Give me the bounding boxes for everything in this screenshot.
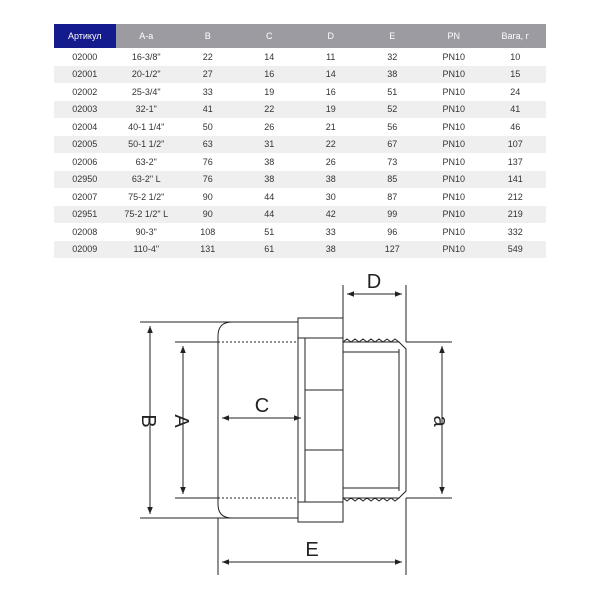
cell-e: 38	[362, 66, 424, 84]
cell-article: 02009	[54, 241, 116, 259]
cell-c: 26	[239, 118, 301, 136]
cell-b: 90	[177, 206, 239, 224]
cell-b: 76	[177, 153, 239, 171]
cell-pn: PN10	[423, 136, 485, 154]
cell-article: 02001	[54, 66, 116, 84]
cell-pn: PN10	[423, 171, 485, 189]
cell-weight: 41	[485, 101, 547, 119]
dim-label-a: A	[170, 414, 192, 428]
extension-lines	[140, 285, 452, 575]
cell-d: 30	[300, 188, 362, 206]
cell-pn: PN10	[423, 188, 485, 206]
cell-a-a: 50-1 1/2"	[116, 136, 178, 154]
cell-a-a: 63-2" L	[116, 171, 178, 189]
cell-b: 76	[177, 171, 239, 189]
cell-c: 22	[239, 101, 301, 119]
cell-pn: PN10	[423, 241, 485, 259]
cell-d: 22	[300, 136, 362, 154]
cell-article: 02000	[54, 48, 116, 66]
cell-weight: 141	[485, 171, 547, 189]
cell-b: 22	[177, 48, 239, 66]
dim-label-b: B	[137, 414, 159, 428]
cell-pn: PN10	[423, 48, 485, 66]
cell-e: 51	[362, 83, 424, 101]
cell-c: 44	[239, 188, 301, 206]
cell-a-a: 25-3/4"	[116, 83, 178, 101]
cell-weight: 107	[485, 136, 547, 154]
dim-label-c: C	[254, 395, 270, 417]
cell-c: 44	[239, 206, 301, 224]
cell-a-a: 20-1/2"	[116, 66, 178, 84]
cell-e: 96	[362, 223, 424, 241]
dimension-lines	[150, 294, 442, 562]
col-header-article: Артикул	[54, 24, 116, 48]
cell-e: 56	[362, 118, 424, 136]
cell-article: 02951	[54, 206, 116, 224]
cell-e: 127	[362, 241, 424, 259]
cell-c: 14	[239, 48, 301, 66]
cell-d: 33	[300, 223, 362, 241]
cell-e: 85	[362, 171, 424, 189]
col-header-weight: Вага, г	[485, 24, 547, 48]
col-header-c: C	[239, 24, 301, 48]
cell-e: 32	[362, 48, 424, 66]
cell-weight: 24	[485, 83, 547, 101]
cell-article: 02004	[54, 118, 116, 136]
cell-pn: PN10	[423, 66, 485, 84]
cell-article: 02008	[54, 223, 116, 241]
cell-b: 90	[177, 188, 239, 206]
cell-e: 67	[362, 136, 424, 154]
cell-article: 02005	[54, 136, 116, 154]
cell-a-a: 75-2 1/2"	[116, 188, 178, 206]
col-header-a-a: A-a	[116, 24, 178, 48]
dim-label-a-small: a	[429, 415, 451, 427]
cell-b: 33	[177, 83, 239, 101]
col-header-e: E	[362, 24, 424, 48]
cell-d: 38	[300, 171, 362, 189]
cell-pn: PN10	[423, 101, 485, 119]
cell-c: 16	[239, 66, 301, 84]
col-header-d: D	[300, 24, 362, 48]
cell-b: 63	[177, 136, 239, 154]
cell-d: 16	[300, 83, 362, 101]
dim-label-d: D	[366, 271, 382, 293]
cell-a-a: 16-3/8"	[116, 48, 178, 66]
cell-a-a: 63-2"	[116, 153, 178, 171]
cell-weight: 15	[485, 66, 547, 84]
fitting-outline	[218, 318, 406, 522]
cell-b: 41	[177, 101, 239, 119]
cell-c: 51	[239, 223, 301, 241]
cell-article: 02002	[54, 83, 116, 101]
cell-d: 26	[300, 153, 362, 171]
col-header-b: B	[177, 24, 239, 48]
cell-c: 61	[239, 241, 301, 259]
cell-pn: PN10	[423, 83, 485, 101]
cell-d: 11	[300, 48, 362, 66]
cell-b: 27	[177, 66, 239, 84]
cell-b: 108	[177, 223, 239, 241]
cell-weight: 212	[485, 188, 547, 206]
cell-d: 19	[300, 101, 362, 119]
cell-c: 38	[239, 171, 301, 189]
cell-d: 38	[300, 241, 362, 259]
col-header-pn: PN	[423, 24, 485, 48]
cell-d: 21	[300, 118, 362, 136]
cell-weight: 137	[485, 153, 547, 171]
cell-weight: 46	[485, 118, 547, 136]
cell-e: 73	[362, 153, 424, 171]
cell-c: 31	[239, 136, 301, 154]
cell-c: 38	[239, 153, 301, 171]
cell-e: 99	[362, 206, 424, 224]
cell-d: 42	[300, 206, 362, 224]
cell-a-a: 110-4"	[116, 241, 178, 259]
cell-b: 131	[177, 241, 239, 259]
cell-article: 02950	[54, 171, 116, 189]
cell-article: 02007	[54, 188, 116, 206]
cell-e: 87	[362, 188, 424, 206]
cell-a-a: 32-1"	[116, 101, 178, 119]
cell-a-a: 90-3"	[116, 223, 178, 241]
cell-d: 14	[300, 66, 362, 84]
cell-pn: PN10	[423, 206, 485, 224]
cell-weight: 549	[485, 241, 547, 259]
cell-c: 19	[239, 83, 301, 101]
cell-e: 52	[362, 101, 424, 119]
cell-pn: PN10	[423, 118, 485, 136]
cell-article: 02006	[54, 153, 116, 171]
cell-weight: 10	[485, 48, 547, 66]
cell-pn: PN10	[423, 223, 485, 241]
cell-article: 02003	[54, 101, 116, 119]
cell-pn: PN10	[423, 153, 485, 171]
cell-weight: 219	[485, 206, 547, 224]
cell-a-a: 75-2 1/2" L	[116, 206, 178, 224]
cell-a-a: 40-1 1/4"	[116, 118, 178, 136]
cell-weight: 332	[485, 223, 547, 241]
cell-b: 50	[177, 118, 239, 136]
dim-label-e: E	[305, 539, 319, 561]
